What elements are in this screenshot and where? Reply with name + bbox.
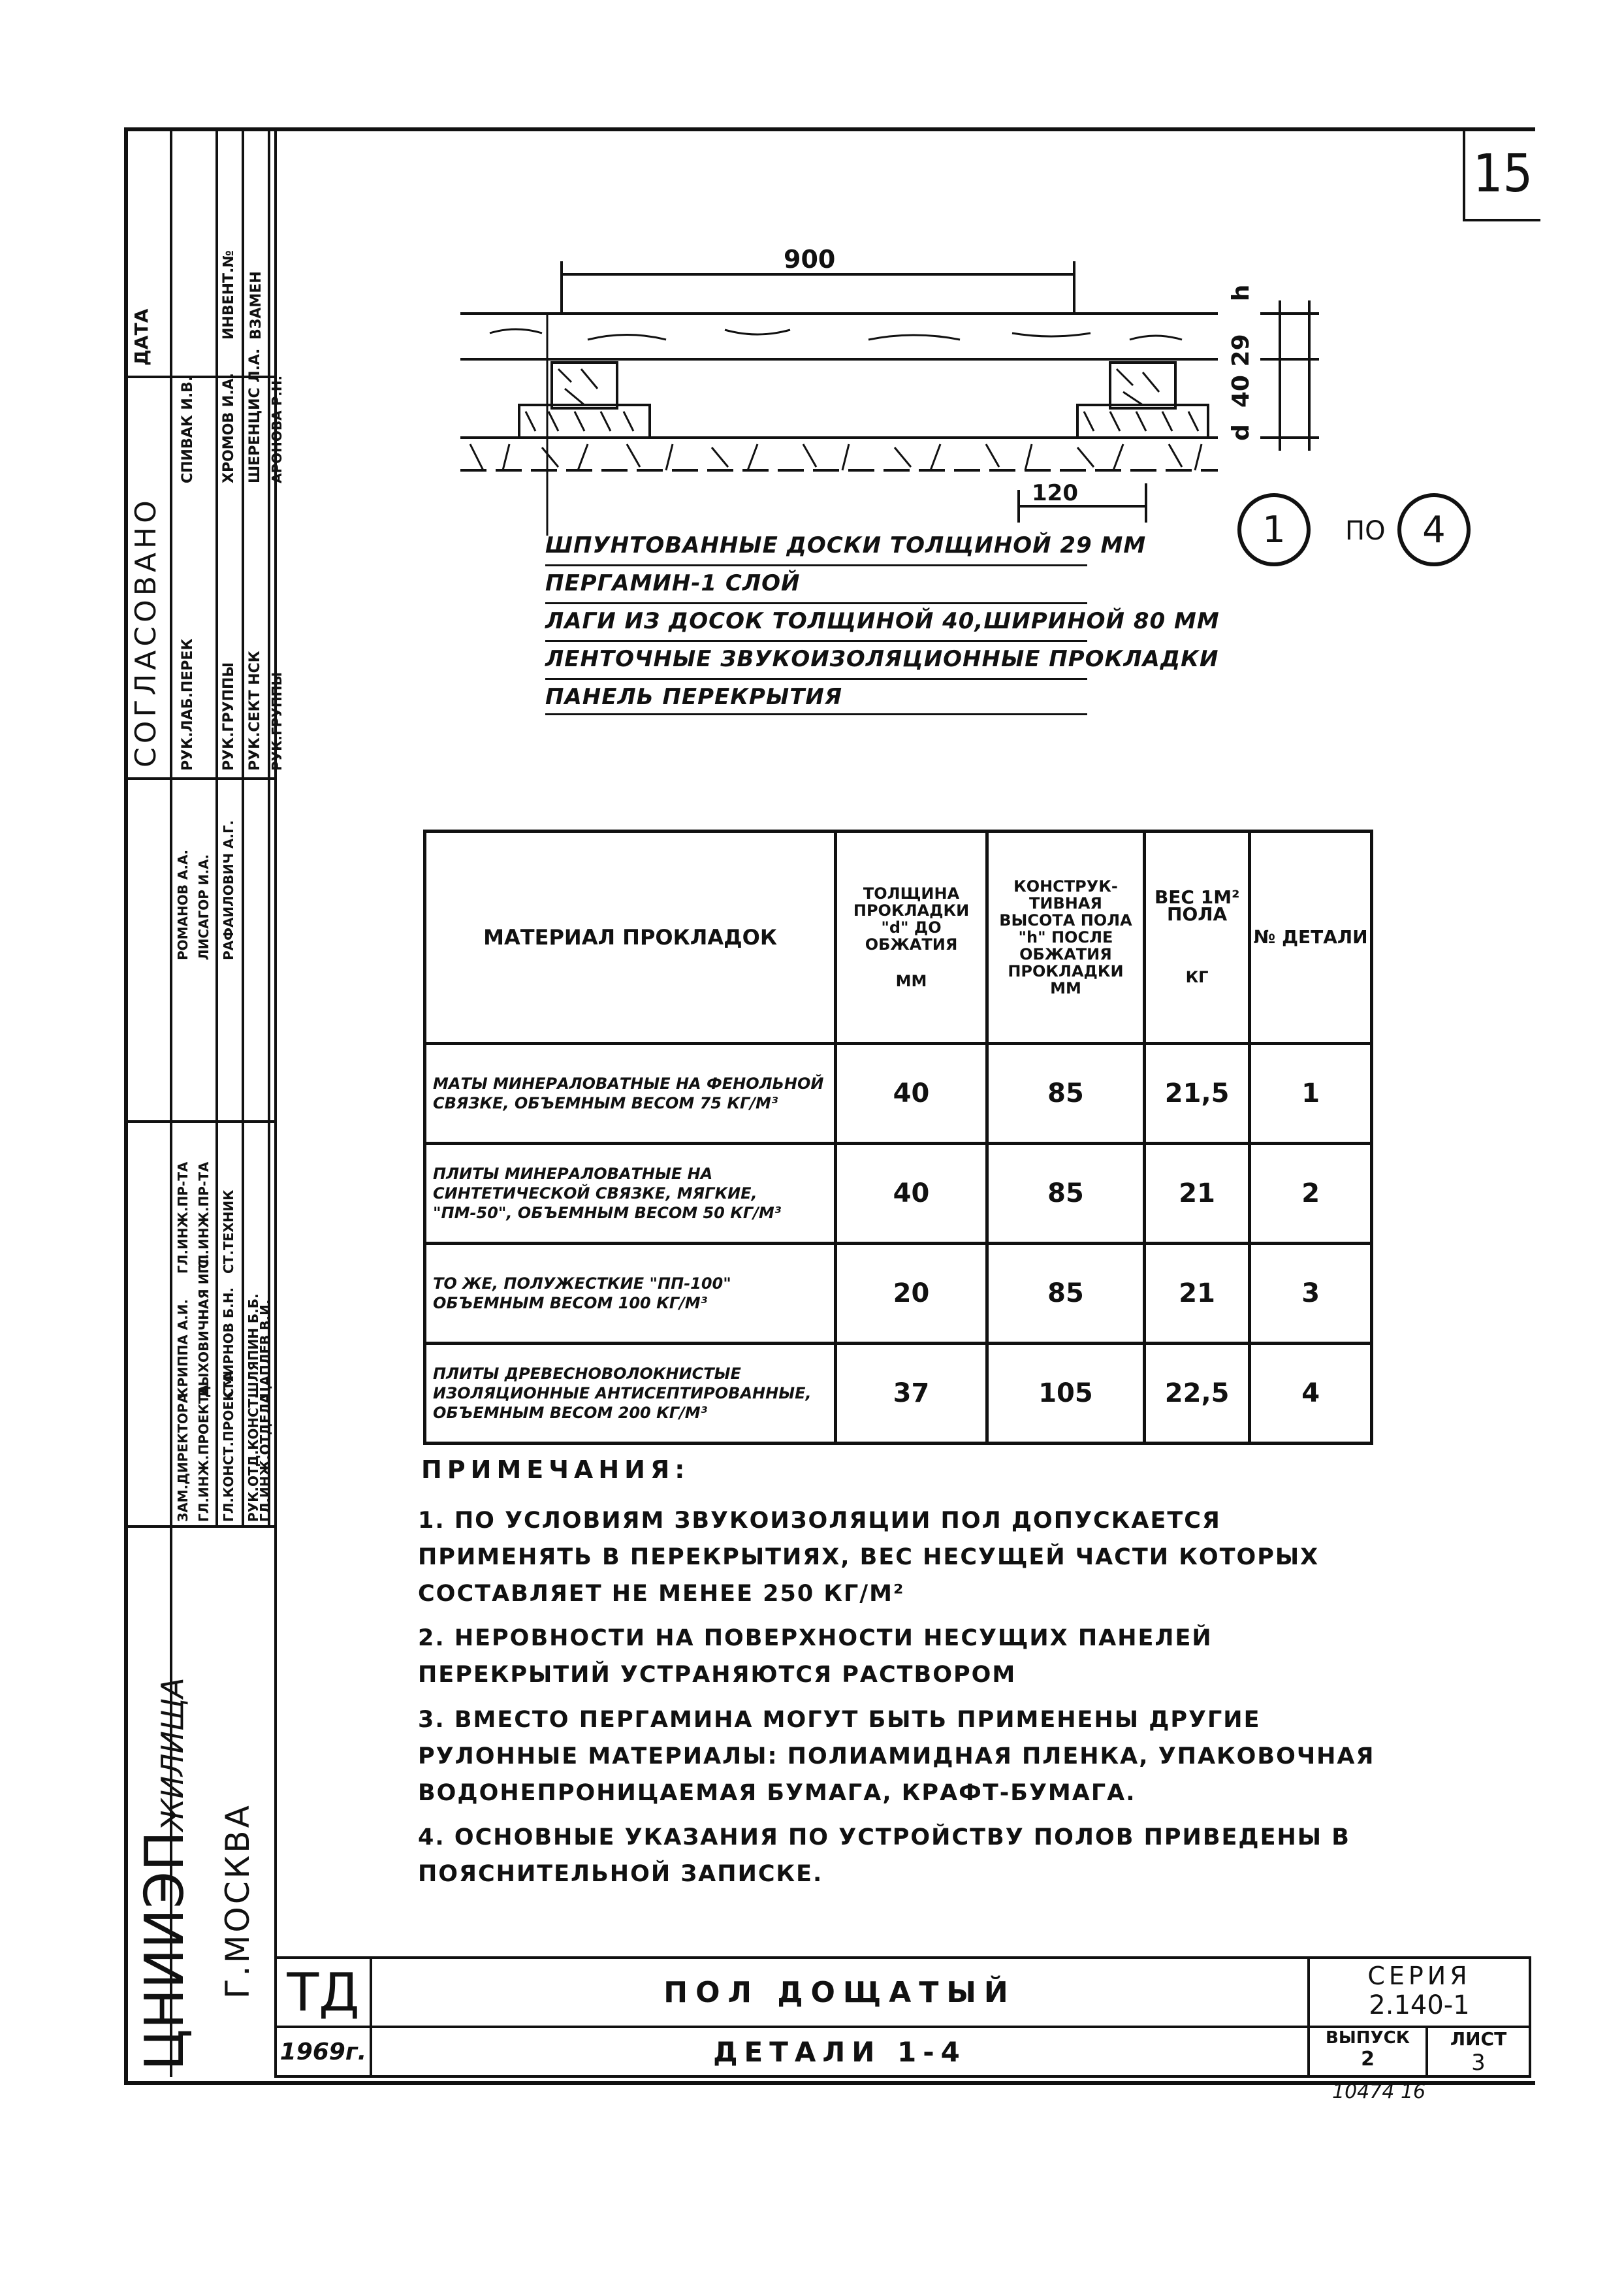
approval-role: РУК.СЕКТ НСК — [247, 651, 263, 771]
staff-name: КРИППА А.И. — [175, 1299, 191, 1398]
td-mark: ТД — [274, 1956, 372, 2028]
sheet-box: ЛИСТ 3 — [1425, 2026, 1531, 2078]
cell-thickness: 40 — [836, 1044, 987, 1144]
cell-height: 85 — [987, 1144, 1144, 1244]
dimension-900: 900 — [784, 245, 836, 274]
cell-detail: 4 — [1250, 1344, 1372, 1444]
layer-label: ПАНЕЛЬ ПЕРЕКРЫТИЯ — [545, 684, 843, 710]
staff-name: РОМАНОВ А.А. — [175, 849, 191, 960]
cell-detail: 2 — [1250, 1144, 1372, 1244]
cell-material: ТО ЖЕ, ПОЛУЖЕСТКИЕ "ПП-100" ОБЪЕМНЫМ ВЕСОМ 100 КГ/М³ — [425, 1244, 836, 1344]
approval-role: РУК.ГРУППЫ — [221, 662, 237, 771]
approval-role: РУК.ГРУППЫ — [269, 671, 285, 771]
staff-name: ШЛЯПИН Б.Б. — [246, 1293, 261, 1398]
cell-height: 105 — [987, 1344, 1144, 1444]
staff-role: ГЛ.ИНЖ.ПР-ТА — [175, 1161, 191, 1274]
approval-heading: СОГЛАСОВАНО — [129, 496, 163, 767]
dimension-right: d 40 29 h — [1228, 284, 1254, 441]
staff-name: ДЫХОВИЧНАЯ И.С. — [196, 1253, 212, 1398]
cell-height: 85 — [987, 1244, 1144, 1344]
organization-city: Г.МОСКВА — [219, 1803, 257, 1999]
series-box: СЕРИЯ 2.140-1 — [1307, 1956, 1531, 2028]
header-detail: № ДЕТАЛИ — [1250, 832, 1372, 1044]
staff-name: ЦАПЛЕВ В.И. — [257, 1299, 273, 1398]
table-row — [425, 1144, 1372, 1244]
staff-role: РУК.ОТД.КОНСТ. — [246, 1393, 261, 1522]
cell-thickness: 37 — [836, 1344, 987, 1444]
layer-label: ЛЕНТОЧНЫЕ ЗВУКОИЗОЛЯЦИОННЫЕ ПРОКЛАДКИ — [545, 646, 1219, 672]
year: 1969г. — [274, 2026, 372, 2078]
replacement-label: ВЗАМЕН — [248, 271, 264, 340]
approval-name: АРОНОВА Р.Н. — [269, 375, 285, 483]
staff-name: РАФАИЛОВИЧ А.Г. — [221, 820, 236, 960]
approval-name: ШЕРЕНЦИС Л.А. — [247, 348, 263, 483]
staff-name: СМИРНОВ Б.Н. — [221, 1287, 236, 1398]
staff-role: ЗАМ.ДИРЕКТОРА — [175, 1393, 191, 1522]
staff-role: ГЛ.КОНСТ.ПРОЕКТА — [221, 1371, 236, 1522]
page-number: 15 — [1463, 127, 1540, 221]
notes-heading: ПРИМЕЧАНИЯ: — [421, 1455, 690, 1484]
cell-detail: 3 — [1250, 1244, 1372, 1344]
footer-number: 10474 16 — [1332, 2080, 1426, 2103]
cell-weight: 22,5 — [1145, 1344, 1250, 1444]
layer-label: ПЕРГАМИН-1 СЛОЙ — [545, 570, 801, 596]
cell-material: ПЛИТЫ МИНЕРАЛОВАТНЫЕ НА СИНТЕТИЧЕСКОЙ СВЯЗКЕ, МЯГКИЕ, "ПМ-50", ОБЪЕМНЫМ ВЕСОМ 50 КГ/М³ — [425, 1144, 836, 1244]
header-thickness: ТОЛЩИНА ПРОКЛАДКИ "d" ДО ОБЖАТИЯ ММ — [836, 832, 987, 1044]
cell-material: МАТЫ МИНЕРАЛОВАТНЫЕ НА ФЕНОЛЬНОЙ СВЯЗКЕ, ОБЪЕМНЫМ ВЕСОМ 75 КГ/М³ — [425, 1044, 836, 1144]
staff-name: ЛИСАГОР И.А. — [196, 854, 212, 960]
approval-name: СПИВАК И.В. — [180, 376, 196, 483]
layer-label: ШПУНТОВАННЫЕ ДОСКИ ТОЛЩИНОЙ 29 ММ — [545, 532, 1147, 558]
table-row — [425, 1344, 1372, 1444]
staff-role: ГЛ.ИНЖ.ПР-ТА — [196, 1161, 212, 1274]
approval-name: ХРОМОВ И.А. — [221, 373, 237, 483]
cell-thickness: 40 — [836, 1144, 987, 1244]
header-material: МАТЕРИАЛ ПРОКЛАДОК — [425, 832, 836, 1044]
drawing-title: ПОЛ ДОЩАТЫЙ — [370, 1956, 1310, 2028]
materials-table — [423, 830, 1373, 1445]
note-item: 2. НЕРОВНОСТИ НА ПОВЕРХНОСТИ НЕСУЩИХ ПАНЕЛЕЙ ПЕРЕКРЫТИЙ УСТРАНЯЮТСЯ РАСТВОРОМ — [418, 1625, 1213, 1688]
detail-to-circle: 4 — [1397, 493, 1471, 566]
cell-weight: 21 — [1145, 1144, 1250, 1244]
staff-role: ГЛ.ИНЖ.ПРОЕКТА — [196, 1384, 212, 1522]
organization-name: ЦНИИЭПЖИЛИЩА — [134, 1677, 196, 2071]
cell-weight: 21 — [1145, 1244, 1250, 1344]
staff-role: СТ.ТЕХНИК — [221, 1189, 236, 1274]
header-height: КОНСТРУК-ТИВНАЯ ВЫСОТА ПОЛА "h" ПОСЛЕ ОБЖАТИЯ ПРОКЛАДКИ ММ — [987, 832, 1144, 1044]
issue-box: ВЫПУСК 2 — [1307, 2026, 1428, 2078]
cell-height: 85 — [987, 1044, 1144, 1144]
dimension-120: 120 — [1032, 480, 1078, 506]
detail-from-circle: 1 — [1237, 493, 1311, 566]
note-item: 3. ВМЕСТО ПЕРГАМИНА МОГУТ БЫТЬ ПРИМЕНЕНЫ ДРУГИЕ РУЛОННЫЕ МАТЕРИАЛЫ: ПОЛИАМИДНАЯ ПЛЕНКА, УПАКОВОЧНАЯ ВОДОНЕПРОНИЦАЕМАЯ БУМАГА, КРАФТ-БУМАГА. — [418, 1707, 1375, 1806]
floor-section-drawing — [451, 248, 1528, 536]
header-weight: ВЕС 1М² ПОЛА КГ — [1145, 832, 1250, 1044]
table-row — [425, 1044, 1372, 1144]
date-label: ДАТА — [131, 308, 152, 366]
note-item: 4. ОСНОВНЫЕ УКАЗАНИЯ ПО УСТРОЙСТВУ ПОЛОВ ПРИВЕДЕНЫ В ПОЯСНИТЕЛЬНОЙ ЗАПИСКЕ. — [418, 1824, 1350, 1887]
table-row — [425, 1244, 1372, 1344]
cell-weight: 21,5 — [1145, 1044, 1250, 1144]
staff-role: ГЛ.ИНЖ.ОТДЕЛА — [257, 1393, 273, 1522]
note-item: 1. ПО УСЛОВИЯМ ЗВУКОИЗОЛЯЦИИ ПОЛ ДОПУСКАЕТСЯ ПРИМЕНЯТЬ В ПЕРЕКРЫТИЯХ, ВЕС НЕСУЩЕЙ ЧАСТИ КОТОРЫХ СОСТАВЛЯЕТ НЕ МЕНЕЕ 250 КГ/М² — [418, 1508, 1320, 1607]
drawing-subtitle: ДЕТАЛИ 1-4 — [370, 2026, 1310, 2078]
inventory-label: ИНВЕНТ.№ — [221, 250, 237, 340]
approval-role: РУК.ЛАБ.ПЕРЕК — [180, 638, 196, 771]
detail-range-word: ПО — [1345, 516, 1386, 546]
layer-label: ЛАГИ ИЗ ДОСОК ТОЛЩИНОЙ 40,ШИРИНОЙ 80 ММ — [545, 608, 1220, 634]
cell-material: ПЛИТЫ ДРЕВЕСНОВОЛОКНИСТЫЕ ИЗОЛЯЦИОННЫЕ АНТИСЕПТИРОВАННЫЕ, ОБЪЕМНЫМ ВЕСОМ 200 КГ/М³ — [425, 1344, 836, 1444]
cell-thickness: 20 — [836, 1244, 987, 1344]
table-header-row — [425, 832, 1372, 1044]
cell-detail: 1 — [1250, 1044, 1372, 1144]
